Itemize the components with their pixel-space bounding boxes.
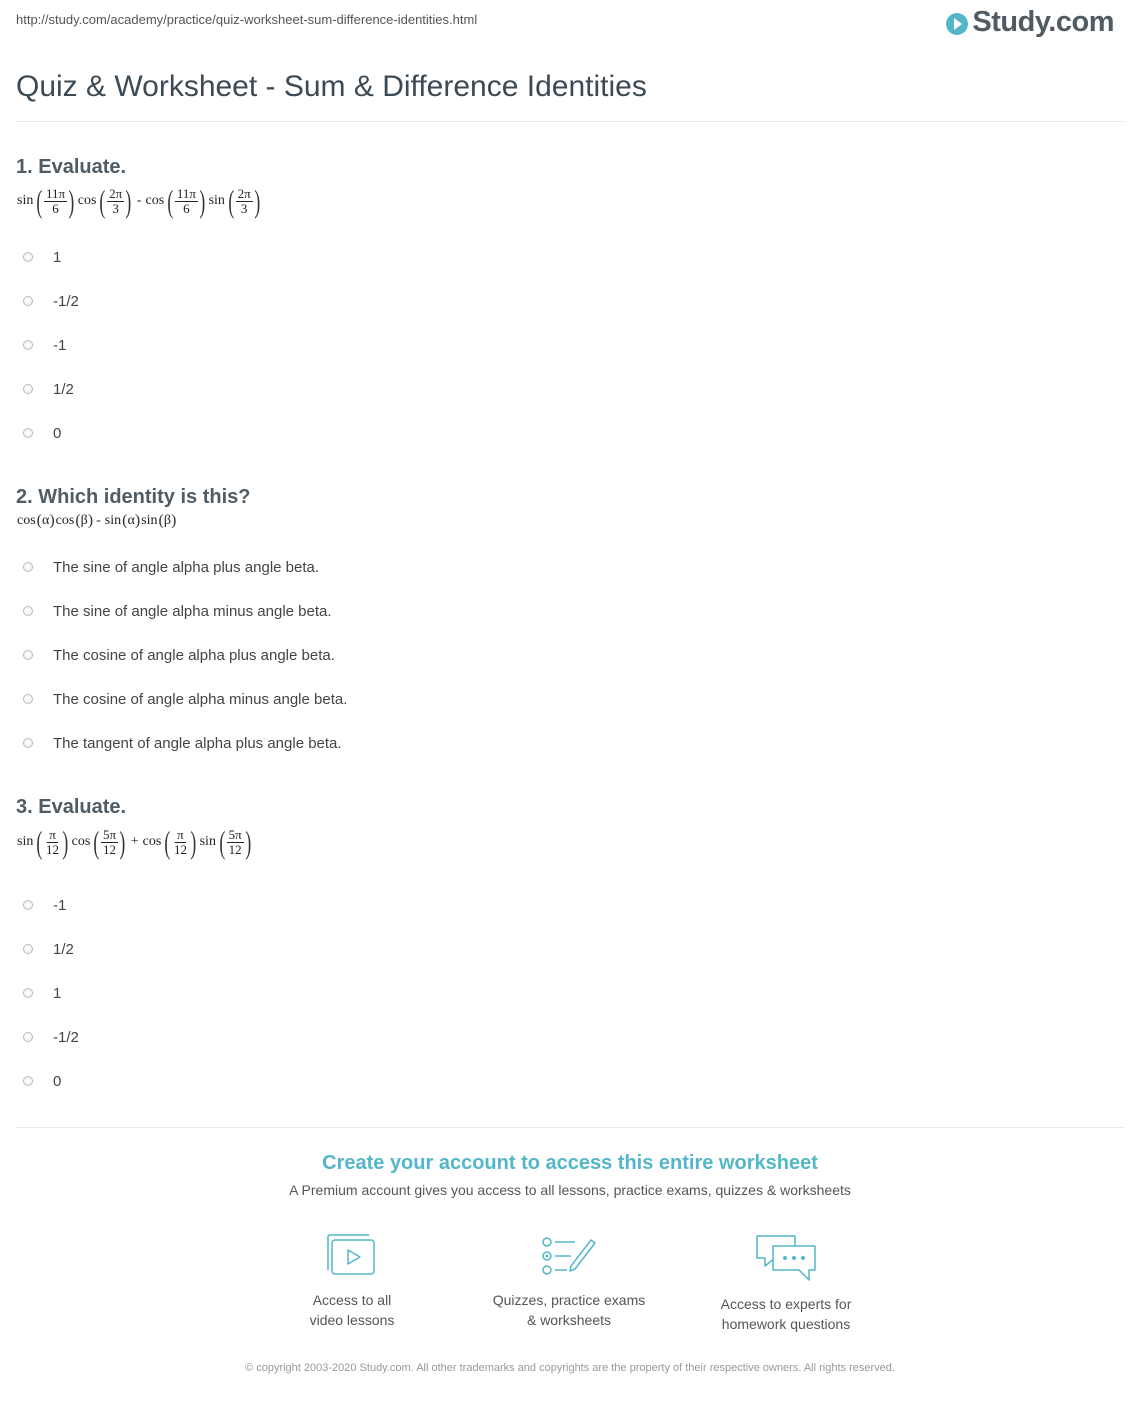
answer-option[interactable]	[16, 411, 1116, 455]
option-label: The cosine of angle alpha minus angle beta.	[53, 690, 348, 708]
math-paren: (	[36, 183, 43, 219]
frac-num: 2π	[237, 185, 251, 201]
feature-experts	[686, 1232, 886, 1334]
question-1	[16, 155, 1116, 455]
radio-button[interactable]	[23, 738, 33, 748]
frac-num: π	[177, 826, 184, 842]
frac-den: 12	[103, 841, 117, 857]
math-paren: (	[158, 512, 164, 529]
math-paren: (	[164, 824, 171, 860]
question-title: 2. Which identity is this?	[16, 486, 251, 508]
math-paren: )	[199, 183, 206, 219]
radio-button[interactable]	[23, 1032, 33, 1042]
option-label: -1	[53, 336, 67, 354]
radio-button[interactable]	[23, 384, 33, 394]
chat-bubbles-icon	[753, 1232, 819, 1284]
question-title: 3. Evaluate.	[16, 796, 127, 818]
option-label: The tangent of angle alpha plus angle beta.	[53, 734, 342, 752]
answer-option[interactable]	[16, 323, 1116, 367]
radio-button[interactable]	[23, 562, 33, 572]
math-paren: )	[190, 824, 197, 860]
math-func: sin	[208, 193, 225, 208]
answer-option[interactable]	[16, 971, 1116, 1015]
math-arg: β	[80, 513, 88, 528]
answer-options	[16, 545, 1116, 765]
answer-option[interactable]	[16, 677, 1116, 721]
answer-option[interactable]	[16, 1015, 1116, 1059]
question-title: 1. Evaluate.	[16, 156, 127, 178]
feature-quizzes	[469, 1232, 669, 1330]
math-paren: )	[134, 512, 141, 529]
question-math	[16, 179, 1116, 223]
math-operator: -	[96, 513, 101, 528]
math-paren: (	[99, 183, 106, 219]
math-operator: -	[136, 193, 142, 208]
math-arg: β	[163, 513, 171, 528]
frac-num: 5π	[102, 826, 117, 842]
page-title: Quiz & Worksheet - Sum & Difference Identities	[16, 70, 647, 103]
option-label: -1/2	[53, 1028, 79, 1046]
math-paren: )	[62, 824, 69, 860]
math-operator: +	[130, 834, 139, 849]
quiz-checklist-icon	[539, 1232, 599, 1280]
answer-option[interactable]	[16, 235, 1116, 279]
math-paren: )	[170, 512, 177, 529]
option-label: The cosine of angle alpha plus angle beta.	[53, 646, 335, 664]
radio-button[interactable]	[23, 340, 33, 350]
math-paren: (	[167, 183, 174, 219]
option-label: -1	[53, 896, 67, 914]
answer-options	[16, 235, 1116, 455]
math-func: cos	[145, 193, 165, 208]
math-fraction	[44, 187, 67, 216]
answer-option[interactable]	[16, 279, 1116, 323]
radio-button[interactable]	[23, 252, 33, 262]
frac-den: 12	[173, 841, 187, 857]
math-func: sin	[17, 834, 34, 849]
math-fraction	[101, 828, 118, 857]
page-url: http://study.com/academy/practice/quiz-worksheet-sum-difference-identities.html	[16, 12, 478, 27]
frac-den: 3	[240, 200, 248, 216]
math-fraction	[236, 187, 253, 216]
radio-button[interactable]	[23, 988, 33, 998]
answer-option[interactable]	[16, 367, 1116, 411]
math-paren: (	[75, 512, 81, 529]
math-fraction	[107, 187, 124, 216]
option-label: The sine of angle alpha plus angle beta.	[53, 558, 320, 576]
answer-option[interactable]	[16, 883, 1116, 927]
question-3	[16, 795, 1116, 1103]
logo-text: Study.com	[972, 6, 1114, 38]
math-fraction	[227, 828, 244, 857]
frac-den: 6	[52, 200, 59, 216]
math-paren: (	[36, 512, 42, 529]
math-paren: )	[68, 183, 75, 219]
frac-den: 3	[112, 200, 119, 216]
math-arg: α	[42, 513, 50, 528]
signup-cta	[0, 1150, 1140, 1198]
frac-num: π	[49, 826, 56, 842]
math-fraction	[175, 187, 198, 216]
option-label: 1	[53, 248, 62, 266]
option-label: -1/2	[53, 292, 79, 310]
math-func: sin	[199, 834, 216, 849]
divider	[16, 121, 1124, 122]
frac-den: 12	[228, 841, 242, 857]
question-2	[16, 485, 1116, 765]
math-paren: (	[228, 183, 235, 219]
math-paren: (	[122, 512, 128, 529]
math-arg: α	[127, 513, 135, 528]
math-paren: (	[219, 824, 226, 860]
radio-button[interactable]	[23, 606, 33, 616]
feature-label: Quizzes, practice exams & worksheets	[492, 1292, 646, 1328]
answer-option[interactable]	[16, 545, 1116, 589]
feature-video-lessons	[252, 1232, 452, 1330]
frac-num: 5π	[228, 826, 242, 842]
math-func: cos	[71, 834, 91, 849]
math-paren: )	[87, 512, 94, 529]
study-logo[interactable]	[946, 6, 1114, 39]
math-func: cos	[142, 834, 162, 849]
copyright-footer: © copyright 2003-2020 Study.com. All other trademarks and copyrights are the property of their respective owners. All rights reserved.	[245, 1362, 895, 1374]
math-paren: (	[93, 824, 100, 860]
frac-num: 2π	[109, 185, 123, 201]
radio-button[interactable]	[23, 944, 33, 954]
radio-button[interactable]	[23, 650, 33, 660]
question-math	[16, 819, 1116, 865]
answer-options	[16, 883, 1116, 1103]
math-paren: )	[245, 824, 251, 860]
math-func: cos	[17, 513, 36, 528]
math-func: sin	[141, 513, 158, 528]
answer-option[interactable]	[16, 1059, 1116, 1103]
video-lesson-icon	[324, 1232, 380, 1280]
math-paren: )	[119, 824, 126, 860]
math-func: cos	[55, 513, 75, 528]
math-paren: )	[49, 512, 55, 529]
option-label: 0	[53, 424, 62, 442]
frac-den: 12	[46, 841, 59, 857]
answer-option[interactable]	[16, 927, 1116, 971]
option-label: 1/2	[53, 380, 74, 398]
feature-label: Access to experts for homework questions	[720, 1296, 852, 1332]
math-func: cos	[77, 193, 97, 208]
radio-button[interactable]	[23, 900, 33, 910]
frac-num: 11π	[46, 185, 66, 201]
option-label: The sine of angle alpha minus angle beta.	[53, 602, 332, 620]
radio-button[interactable]	[23, 428, 33, 438]
math-func: sin	[17, 193, 34, 208]
play-logo-icon	[946, 13, 968, 35]
option-label: 1	[53, 984, 62, 1002]
divider	[16, 1127, 1124, 1128]
answer-option[interactable]	[16, 589, 1116, 633]
math-paren: )	[254, 183, 260, 219]
frac-den: 6	[183, 200, 190, 216]
math-paren: )	[125, 183, 132, 219]
cta-subtitle: A Premium account gives you access to all lessons, practice exams, quizzes & worksheets	[289, 1182, 851, 1198]
answer-option[interactable]	[16, 633, 1116, 677]
question-math	[16, 509, 1116, 533]
math-fraction	[172, 828, 189, 857]
answer-option[interactable]	[16, 721, 1116, 765]
radio-button[interactable]	[23, 694, 33, 704]
option-label: 1/2	[53, 940, 74, 958]
cta-title[interactable]: Create your account to access this entire worksheet	[322, 1152, 818, 1174]
feature-label: Access to all video lessons	[309, 1292, 395, 1328]
math-paren: (	[36, 824, 43, 860]
option-label: 0	[53, 1072, 62, 1090]
radio-button[interactable]	[23, 296, 33, 306]
math-fraction	[44, 828, 61, 857]
frac-num: 11π	[176, 185, 196, 201]
math-func: sin	[104, 513, 122, 528]
radio-button[interactable]	[23, 1076, 33, 1086]
